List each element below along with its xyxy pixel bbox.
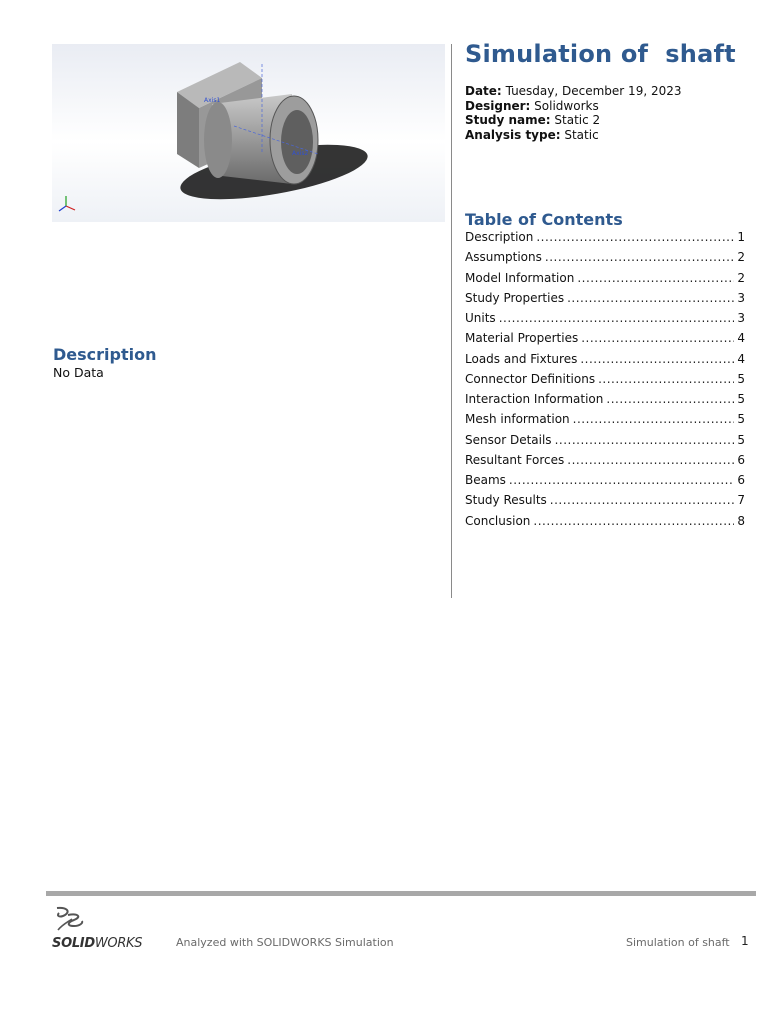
- toc-entry-beams[interactable]: Beams ..... 6: [465, 473, 745, 493]
- report-meta: [465, 84, 682, 142]
- toc-entry-model-information[interactable]: Model Information ..... 2: [465, 271, 745, 291]
- footer-doc-title: Simulation of shaft: [626, 936, 730, 949]
- table-of-contents: [465, 230, 745, 534]
- description-heading: Description: [53, 345, 157, 364]
- footer-rule: [46, 891, 756, 896]
- column-divider: [451, 44, 452, 598]
- toc-entry-sensor-details[interactable]: Sensor Details ..... 5: [465, 433, 745, 453]
- toc-entry-material-properties[interactable]: Material Properties ..... 4: [465, 331, 745, 351]
- axis-label: Axis1: [204, 97, 221, 104]
- toc-entry-connector-definitions[interactable]: Connector Definitions ..... 5: [465, 372, 745, 392]
- footer-page-number: 1: [741, 934, 749, 948]
- toc-entry-mesh-information[interactable]: Mesh information ..... 5: [465, 412, 745, 432]
- toc-entry-study-properties[interactable]: Study Properties ..... 3: [465, 291, 745, 311]
- toc-entry-units[interactable]: Units ..... 3: [465, 311, 745, 331]
- description-text: No Data: [53, 365, 104, 380]
- toc-entry-description[interactable]: Description ..... 1: [465, 230, 745, 250]
- meta-designer: Designer: Solidworks: [465, 98, 599, 113]
- footer-analyzed-text: Analyzed with SOLIDWORKS Simulation: [176, 936, 394, 949]
- solidworks-logo: SOLIDWORKS: [52, 906, 162, 952]
- toc-entry-assumptions[interactable]: Assumptions ..... 2: [465, 250, 745, 270]
- meta-study-name: Study name: Static 2: [465, 113, 601, 127]
- report-title: Simulation of shaft: [465, 40, 736, 68]
- toc-entry-resultant-forces[interactable]: Resultant Forces ..... 6: [465, 453, 745, 473]
- toc-entry-loads-and-fixtures[interactable]: Loads and Fixtures ..... 4: [465, 352, 745, 372]
- toc-entry-interaction-information[interactable]: Interaction Information ..... 5: [465, 392, 745, 412]
- toc-heading: Table of Contents: [465, 210, 623, 229]
- meta-analysis-type: Analysis type: Static: [465, 127, 599, 142]
- axis-label: Axis2: [292, 150, 309, 157]
- toc-entry-study-results[interactable]: Study Results ..... 7: [465, 493, 745, 513]
- ds-logo-icon: [54, 906, 86, 934]
- model-render-image: [52, 44, 445, 222]
- meta-date: Date: Tuesday, December 19, 2023: [465, 84, 682, 98]
- toc-entry-conclusion[interactable]: Conclusion ..... 8: [465, 514, 745, 534]
